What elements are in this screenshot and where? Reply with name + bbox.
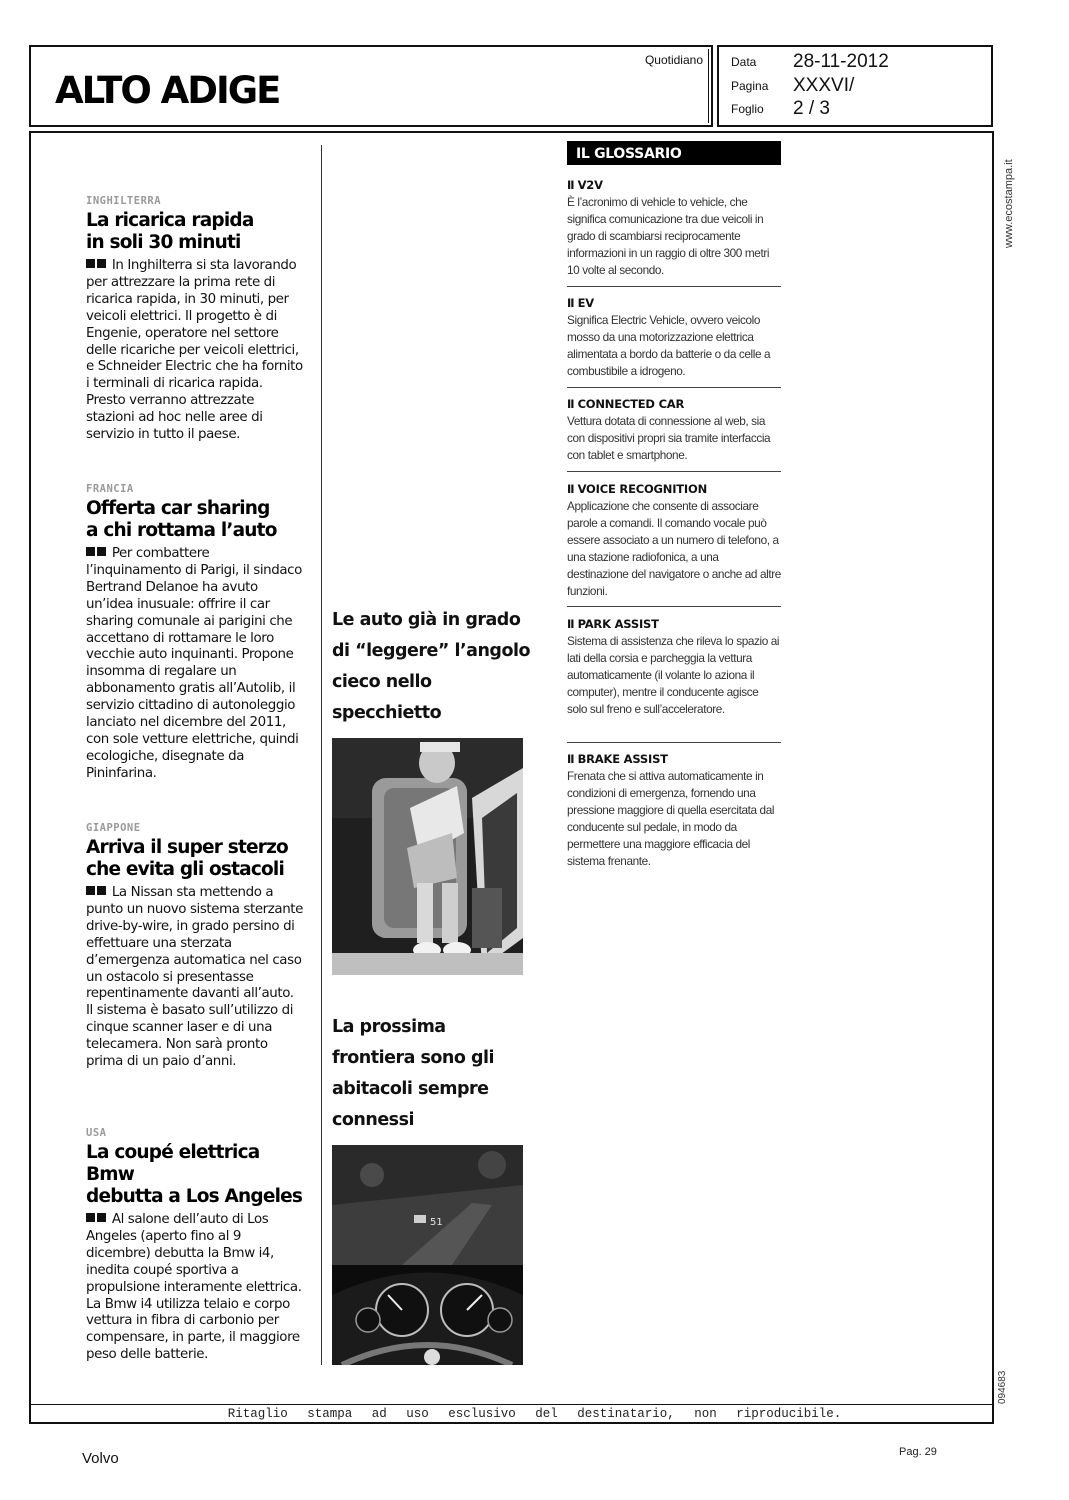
glossary-entry-v2v [567,178,781,279]
article-kicker: INGHILTERRA [86,195,162,207]
article-text: Per combattere l’inquinamento di Parigi, il sindaco Bertrand Delanoe ha avuto un’idea inusuale: offrire il car sharing comunale ai parigini che accettano di rottamare le loro vecchie auto inquinanti. Propone insomma di regalare un abbonamento gratis all’Autolib, il servizio cittadino di autonoleggio lanciato nel dicembre del 2011, con sole vetture elettriche, quindi ecologiche, disegnate da Pininfarina. [86,546,302,781]
side-code: 094683 [997,1370,1008,1404]
glossary-marker: II [567,397,574,411]
square-bullet-icon [97,259,106,268]
square-bullet-icon [86,886,95,895]
meta-sheet [731,98,830,120]
glossary-entry-connected-car [567,397,781,464]
square-bullet-icon [86,547,95,556]
glossary-term: II PARK ASSIST [567,617,659,631]
meta-label: Foglio [731,102,764,116]
article-giappone [86,822,304,1071]
meta-box [717,45,993,127]
meta-page [731,75,854,97]
article-body [86,546,304,783]
publication-type: Quotidiano [644,53,703,67]
glossary-entry-ev [567,296,781,380]
article-body [86,258,304,444]
glossary-separator [567,606,781,607]
glossary-definition: Vettura dotata di connessione al web, sia con dispositivi propri sia tramite interfaccia con tablet e smartphone. [567,414,771,462]
masthead [29,45,991,129]
article-usa [86,1127,304,1364]
photo-caption-2: La prossima frontiera sono gli abitacoli sempre connessi [332,1017,495,1130]
glossary-definition: Frenata che si attiva automaticamente in condizioni di emergenza, fornendo una pressione maggiore di quella esercitata dal conducente sul pedale, in modo da permettere una maggiore efficacia del sistema frenante. [567,769,775,868]
glossary-marker: II [567,752,574,766]
square-bullet-icon [97,547,106,556]
meta-value: 2 / 3 [793,98,830,119]
article-text: La Nissan sta mettendo a punto un nuovo sistema sterzante drive-by-wire, in grado persino di effettuare una sterzata d’emergenza automatica nel caso un ostacolo si presentasse repentinamente davanti all’auto. Il sistema è basato sull’utilizzo di cinque scanner laser e di una telecamera. Non sarà pronto prima di un paio d’anni. [86,885,303,1070]
hud-speed-text: 51 [430,1217,443,1228]
glossary-term: II BRAKE ASSIST [567,752,668,766]
article-headline: La coupé elettrica Bmw debutta a Los Angeles [86,1142,303,1207]
client-brand: Volvo [82,1450,119,1467]
square-bullet-icon [97,886,106,895]
article-kicker: GIAPPONE [86,822,141,834]
glossary-entry-brake-assist [567,752,781,869]
glossary-term: II V2V [567,178,603,192]
article-headline: Offerta car sharing a chi rottama l’auto [86,498,277,541]
glossary-separator [567,286,781,287]
dashboard-photo [332,1145,523,1365]
article-body [86,885,304,1071]
glossary-marker: II [567,178,574,192]
glossary-marker: II [567,617,574,631]
glossary-term: II CONNECTED CAR [567,397,685,411]
article-kicker: FRANCIA [86,483,134,495]
glossary-definition: Significa Electric Vehicle, ovvero veicolo mosso da una motorizzazione elettrica alimentata a bordo da batterie o da celle a combustibile a idrogeno. [567,313,771,378]
glossary-term: II VOICE RECOGNITION [567,482,708,496]
glossary-separator [567,387,781,388]
glossary-term: II EV [567,296,594,310]
article-body [86,1212,304,1364]
disclaimer-text: Ritaglio stampa ad uso esclusivo del destinatario, non riproducibile. [227,1407,842,1421]
article-headline: La ricarica rapida in soli 30 minuti [86,210,254,253]
glossary-title: IL GLOSSARIO [567,141,781,165]
side-url: www.ecostampa.it [1003,159,1015,248]
glossary-entry-park-assist [567,617,781,718]
meta-label: Pagina [731,79,769,93]
glossary-definition: Sistema di assistenza che rileva lo spazio ai lati della corsia e parcheggia la vettura automaticamente (il volante lo aziona il computer), mentre il conducente agisce solo sul freno e sull’acceleratore. [567,634,780,716]
meta-date [731,51,889,73]
glossary-separator [567,742,781,743]
photo-caption-1: Le auto già in grado di “leggere” l’angolo cieco nello specchietto [332,610,530,723]
masthead-box [29,45,713,127]
meta-value: 28-11-2012 [793,51,889,72]
meta-value: XXXVI/ [793,75,855,96]
glossary-separator [567,471,781,472]
column-divider [321,145,322,1365]
article-kicker: USA [86,1127,107,1139]
glossary-marker: II [567,482,574,496]
glossary-definition: Applicazione che consente di associare parole a comandi. Il comando vocale può essere associato a un numero di telefono, a una stazione radiofonica, a una destinazione del navigatore o anche ad altre funzioni. [567,499,781,598]
meta-label: Data [731,55,757,69]
glossary-definition: È l’acronimo di vehicle to vehicle, che significa comunicazione tra due veicoli in grado di scambiarsi reciprocamente informazioni in un raggio di oltre 300 metri 10 volte al secondo. [567,195,770,277]
crash-test-photo [332,738,523,975]
article-text: Al salone dell’auto di Los Angeles (aperto fino al 9 dicembre) debutta la Bmw i4, inedita coupé sportiva a propulsione interamente elettrica. La Bmw i4 utilizza telaio e corpo vettura in fibra di carbonio per compensare, in parte, il maggiore peso delle batterie. [86,1212,302,1363]
article-inghilterra [86,195,304,444]
article-francia [86,483,304,783]
page-number: Pag. 29 [899,1446,937,1458]
article-text: In Inghilterra si sta lavorando per attrezzare la prima rete di ricarica rapida, in 30 minuti, per veicoli elettrici. Il progetto è di Engenie, operatore nel settore delle ricariche per veicoli elettrici, e Schneider Electric che ha fornito i terminali di ricarica rapida. Presto verranno attrezzate stazioni ad hoc nelle aree di servizio in tutto il paese. [86,258,303,443]
night-dashboard-image [332,1145,523,1365]
square-bullet-icon [86,259,95,268]
square-bullet-icon [97,1213,106,1222]
glossary-entry-voice-recognition [567,482,781,599]
crash-test-dummy-image [332,738,523,975]
square-bullet-icon [86,1213,95,1222]
newspaper-logo: ALTO ADIGE [55,69,280,112]
article-headline: Arriva il super sterzo che evita gli ostacoli [86,837,288,880]
glossary-marker: II [567,296,574,310]
